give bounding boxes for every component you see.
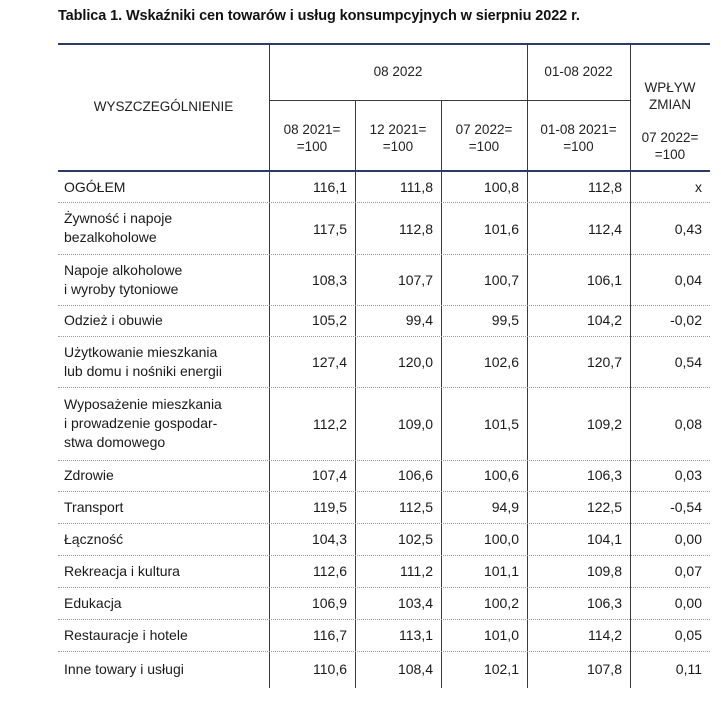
cell-value: 0,08 <box>674 416 702 432</box>
header-divider <box>269 100 630 101</box>
cell-value: 108,3 <box>311 272 347 288</box>
row-label: Żywność i napoje <box>64 210 173 226</box>
header-group-01-08-2022: 01-08 2022 <box>544 64 613 79</box>
cell-value: 105,2 <box>311 312 347 328</box>
cell-value: 0,05 <box>674 626 702 643</box>
cell-value: 112,4 <box>588 220 622 237</box>
row-separator <box>58 254 710 255</box>
row-separator <box>58 587 710 588</box>
cell-value: 0,04 <box>674 272 702 288</box>
cell-value: 100,8 <box>483 178 519 195</box>
cell-value: 0,00 <box>674 594 702 611</box>
header-divider <box>269 45 270 170</box>
cell-value: 109,2 <box>586 416 622 432</box>
cell-value: 109,0 <box>397 416 433 432</box>
cell-value: 120,7 <box>586 354 622 370</box>
row-separator <box>58 491 710 492</box>
row-label: Napoje alkoholowe <box>64 261 183 278</box>
subheader-3-line1: 07 2022= <box>455 122 513 137</box>
row-label: i prowadzenie gospodar- <box>64 415 218 431</box>
cell-value: 0,43 <box>674 220 702 237</box>
header-group-08-2022: 08 2022 <box>373 64 423 79</box>
cell-value: -0,02 <box>670 312 702 328</box>
cell-value: 99,5 <box>491 312 519 328</box>
row-separator <box>58 460 710 461</box>
cell-value: 106,3 <box>586 467 622 483</box>
cell-value: 106,6 <box>397 467 433 483</box>
cell-value: 104,1 <box>586 530 622 547</box>
subheader-4-line1: 01-08 2021= <box>540 122 617 137</box>
cell-value: 100,2 <box>483 594 519 611</box>
header-divider <box>527 45 528 170</box>
cell-value: 106,1 <box>586 272 622 288</box>
header-bottom-rule <box>58 170 710 172</box>
row-separator <box>58 336 710 337</box>
cell-value: 111,2 <box>400 562 433 579</box>
header-divider <box>630 45 631 170</box>
cell-value: 112,2 <box>313 416 347 432</box>
row-label: Rekreacja i kultura <box>64 562 180 579</box>
row-separator <box>58 619 710 620</box>
row-separator <box>58 387 710 388</box>
row-label: Zdrowie <box>64 467 114 483</box>
subheader-2-line1: 12 2021= <box>369 122 427 137</box>
cell-value: 101,0 <box>483 626 519 643</box>
cell-value: 119,5 <box>313 498 347 515</box>
header-impact-line2: ZMIAN <box>649 97 691 112</box>
cell-value: 106,9 <box>311 594 347 611</box>
cell-value: 114,2 <box>588 626 622 643</box>
cell-value: 107,7 <box>397 272 433 288</box>
cell-value: 0,11 <box>675 661 702 677</box>
cell-value: 101,6 <box>483 220 519 237</box>
header-divider <box>355 100 356 170</box>
cell-value: 107,4 <box>311 467 347 483</box>
row-label: OGÓŁEM <box>64 178 126 195</box>
row-label: Wyposażenie mieszkania <box>64 396 222 412</box>
cell-value: 104,2 <box>586 312 622 328</box>
subheader-1-line2: =100 <box>296 139 328 154</box>
subheader-3-line2: =100 <box>468 139 500 154</box>
cell-value: 94,9 <box>491 498 519 515</box>
row-label: i wyroby tytoniowe <box>64 280 179 297</box>
cell-value: 102,1 <box>483 661 519 677</box>
cell-value: 106,3 <box>586 594 622 611</box>
cell-value: 127,4 <box>311 354 347 370</box>
row-label: bezalkoholowe <box>64 229 157 245</box>
cell-value: 113,1 <box>399 626 433 643</box>
column-divider <box>630 172 631 688</box>
cell-value: 0,54 <box>674 354 702 370</box>
row-separator <box>58 305 710 306</box>
cell-value: 111,8 <box>400 178 433 195</box>
header-divider <box>441 100 442 170</box>
cell-value: 102,5 <box>397 530 433 547</box>
cell-value: 103,4 <box>397 594 433 611</box>
row-label: Edukacja <box>64 594 122 611</box>
row-label: stwa domowego <box>64 434 166 450</box>
cell-value: 101,5 <box>483 416 519 432</box>
header-item-column: WYSZCZEGÓLNIENIE <box>93 99 234 114</box>
cell-value: 0,07 <box>674 562 702 579</box>
row-label: Inne towary i usługi <box>64 661 184 677</box>
row-label: Transport <box>64 498 124 515</box>
cell-value: 112,8 <box>399 220 433 237</box>
subheader-5-line1: 07 2022= <box>641 130 699 145</box>
cell-value: -0,54 <box>670 498 702 515</box>
cell-value: 0,00 <box>674 530 702 547</box>
cell-value: 99,4 <box>405 312 433 328</box>
column-divider <box>441 172 442 688</box>
cell-value: 100,6 <box>483 467 519 483</box>
cell-value: 107,8 <box>586 661 622 677</box>
column-divider <box>355 172 356 688</box>
subheader-4-line2: =100 <box>563 139 594 154</box>
top-rule <box>58 43 710 45</box>
header-impact-line1: WPŁYW <box>644 80 696 95</box>
cell-value: 101,1 <box>483 562 519 579</box>
row-label: Restauracje i hotele <box>64 626 188 643</box>
column-divider <box>527 172 528 688</box>
row-label: Odzież i obuwie <box>64 312 163 328</box>
row-separator <box>58 555 710 556</box>
column-divider <box>269 172 270 688</box>
cell-value: 102,6 <box>483 354 519 370</box>
cell-value: 112,5 <box>399 498 433 515</box>
cell-value: 108,4 <box>397 661 433 677</box>
row-label: lub domu i nośniki energii <box>64 362 222 379</box>
row-separator <box>58 202 710 203</box>
cell-value: 109,8 <box>586 562 622 579</box>
cell-value: 110,6 <box>313 661 347 677</box>
subheader-2-line2: =100 <box>382 139 414 154</box>
subheader-5-line2: =100 <box>654 147 686 162</box>
cell-value: 122,5 <box>586 498 622 515</box>
cell-value: 112,8 <box>588 178 622 195</box>
cell-value: 116,1 <box>313 178 347 195</box>
row-separator <box>58 651 710 652</box>
cell-value: 100,7 <box>483 272 519 288</box>
row-separator <box>58 523 710 524</box>
cell-value: 120,0 <box>397 354 433 370</box>
cell-value: x <box>695 178 702 195</box>
row-label: Użytkowanie mieszkania <box>64 343 218 360</box>
cell-value: 117,5 <box>313 220 347 237</box>
subheader-1-line1: 08 2021= <box>283 122 341 137</box>
table-title: Tablica 1. Wskaźniki cen towarów i usług konsumpcyjnych w sierpniu 2022 r. <box>58 8 580 24</box>
cell-value: 112,6 <box>313 562 347 579</box>
cell-value: 0,03 <box>674 467 702 483</box>
row-label: Łączność <box>64 530 124 547</box>
cell-value: 100,0 <box>483 530 519 547</box>
cell-value: 116,7 <box>313 626 347 643</box>
cell-value: 104,3 <box>311 530 347 547</box>
